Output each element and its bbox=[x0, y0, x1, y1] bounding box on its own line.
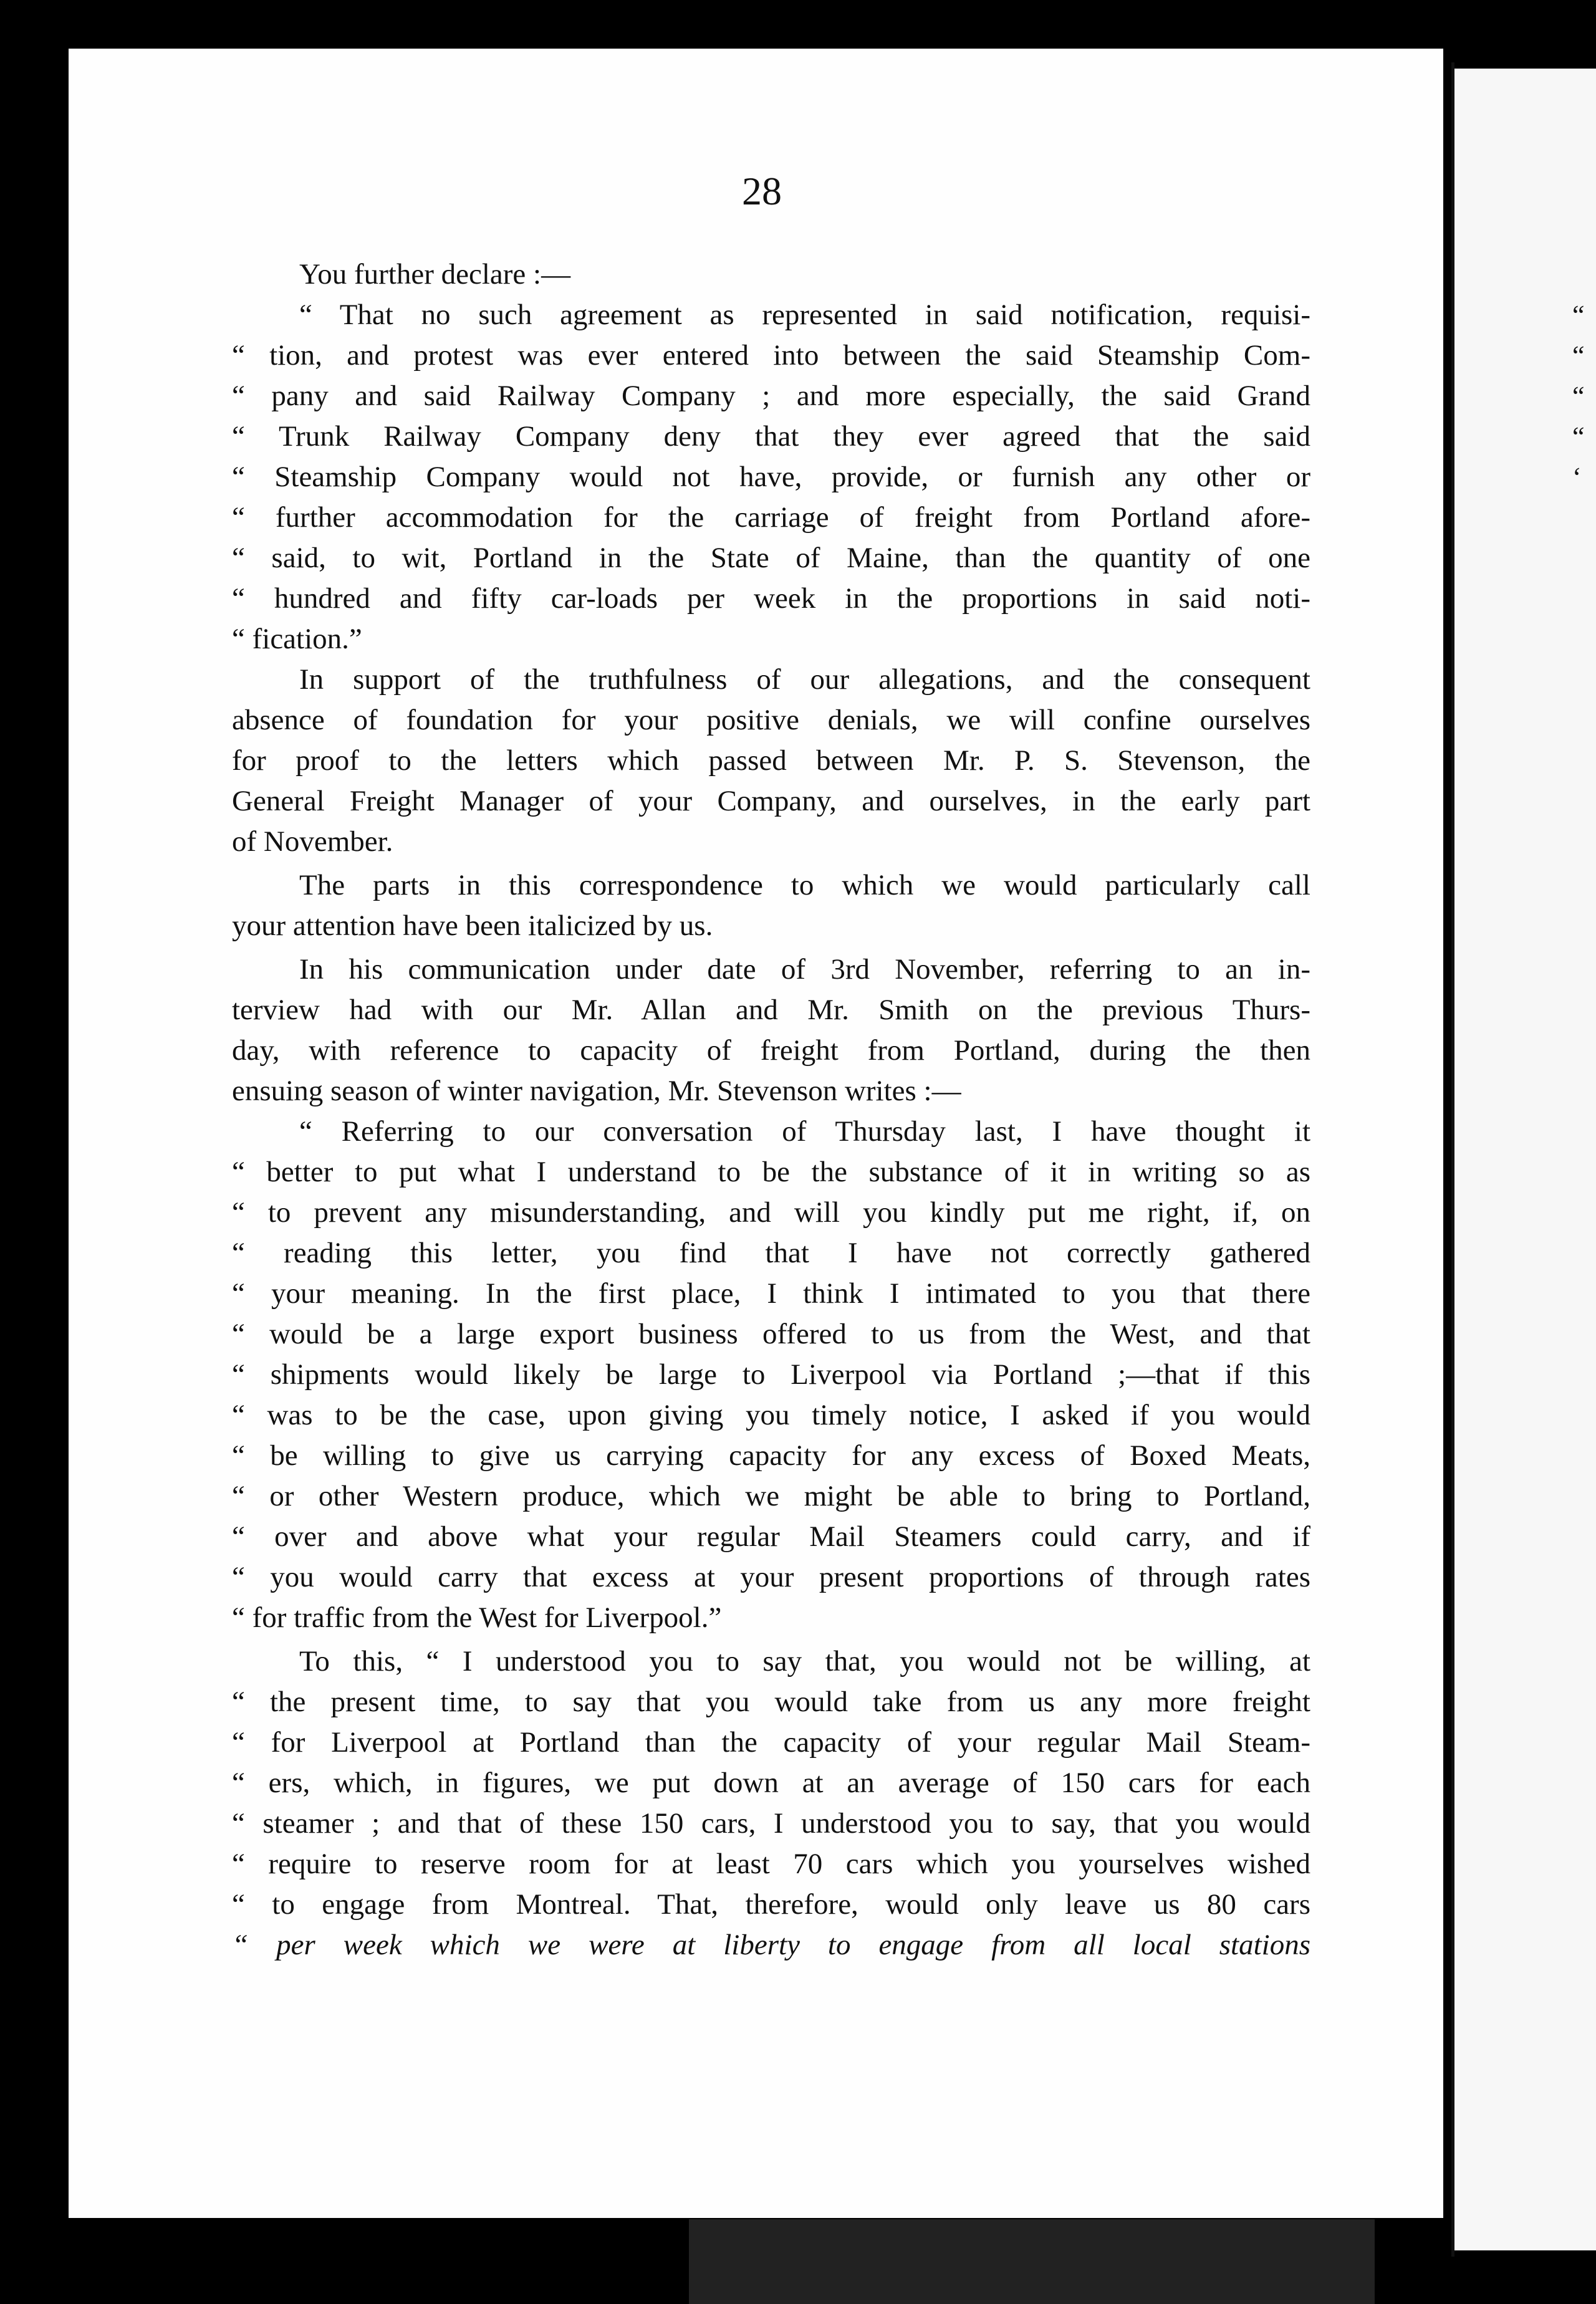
text-line: The parts in this correspondence to which we would particularly call bbox=[299, 869, 1310, 901]
text-line: “ be willing to give us carrying capacity for any excess of Boxed Meats, bbox=[232, 1439, 1310, 1472]
text-line: for proof to the letters which passed between Mr. P. S. Stevenson, the bbox=[232, 744, 1310, 777]
text-line: “ require to reserve room for at least 70 cars which you yourselves wished bbox=[232, 1848, 1310, 1880]
text-line: “ Steamship Company would not have, provide, or furnish any other or bbox=[232, 461, 1310, 493]
facing-page-quote-mark: “ bbox=[1572, 381, 1585, 411]
text-line: “ reading this letter, you find that I have not correctly gathered bbox=[232, 1237, 1310, 1269]
text-line: You further declare :— bbox=[299, 258, 571, 290]
text-line: “ further accommodation for the carriage of freight from Portland afore- bbox=[232, 501, 1310, 534]
text-line: of November. bbox=[232, 825, 393, 858]
text-line: “ over and above what your regular Mail Steamers could carry, and if bbox=[232, 1520, 1310, 1553]
page-number: 28 bbox=[742, 169, 782, 213]
text-line: “ tion, and protest was ever entered into between the said Steamship Com- bbox=[232, 339, 1310, 372]
text-line: In his communication under date of 3rd November, referring to an in- bbox=[299, 953, 1310, 986]
text-line: “ Referring to our conversation of Thursday last, I have thought it bbox=[299, 1115, 1310, 1148]
text-line: “ your meaning. In the first place, I think I intimated to you that there bbox=[232, 1277, 1310, 1310]
facing-page-quote-mark: “ bbox=[1572, 421, 1585, 452]
text-line: “ would be a large export business offered to us from the West, and that bbox=[232, 1318, 1310, 1350]
text-line: your attention have been italicized by us. bbox=[232, 910, 713, 942]
text-line: “ said, to wit, Portland in the State of Maine, than the quantity of one bbox=[232, 542, 1310, 574]
text-line: “ the present time, to say that you would take from us any more freight bbox=[232, 1686, 1310, 1718]
text-line: General Freight Manager of your Company, and ourselves, in the early part bbox=[232, 785, 1310, 817]
text-line: “ better to put what I understand to be the substance of it in writing so as bbox=[232, 1156, 1310, 1188]
facing-page-quote-mark: “ bbox=[1572, 340, 1585, 371]
text-line: “ was to be the case, upon giving you timely notice, I asked if you would bbox=[232, 1399, 1310, 1431]
text-line: “ for Liverpool at Portland than the capacity of your regular Mail Steam- bbox=[232, 1726, 1310, 1759]
text-line: “ shipments would likely be large to Liverpool via Portland ;—that if this bbox=[232, 1358, 1310, 1391]
text-line: “ pany and said Railway Company ; and more especially, the said Grand bbox=[232, 380, 1310, 412]
text-line: “ per week which we were at liberty to engage from all local stations bbox=[232, 1929, 1310, 1961]
text-line: absence of foundation for your positive denials, we will confine ourselves bbox=[232, 704, 1310, 736]
text-line: “ That no such agreement as represented in said notification, requisi- bbox=[299, 299, 1310, 331]
facing-page-quote-mark: “ bbox=[1572, 300, 1585, 330]
text-line: “ for traffic from the West for Liverpool.” bbox=[232, 1601, 722, 1634]
text-line: “ fication.” bbox=[232, 623, 362, 655]
text-line: “ ers, which, in figures, we put down at an average of 150 cars for each bbox=[232, 1767, 1310, 1799]
text-line: terview had with our Mr. Allan and Mr. Smith on the previous Thurs- bbox=[232, 994, 1310, 1026]
text-line: “ you would carry that excess at your present proportions of through rates bbox=[232, 1561, 1310, 1593]
text-line: day, with reference to capacity of freight from Portland, during the then bbox=[232, 1034, 1310, 1067]
facing-page-quote-mark: ‘ bbox=[1572, 462, 1582, 492]
text-line: “ to prevent any misunderstanding, and will you kindly put me right, if, on bbox=[232, 1196, 1310, 1229]
text-line: ensuing season of winter navigation, Mr. Stevenson writes :— bbox=[232, 1075, 961, 1107]
text-line: “ to engage from Montreal. That, therefore, would only leave us 80 cars bbox=[232, 1888, 1310, 1921]
text-line: “ steamer ; and that of these 150 cars, I understood you to say, that you would bbox=[232, 1807, 1310, 1840]
text-line: In support of the truthfulness of our allegations, and the consequent bbox=[299, 663, 1310, 696]
text-line: “ or other Western produce, which we might be able to bring to Portland, bbox=[232, 1480, 1310, 1512]
text-line: “ Trunk Railway Company deny that they ever agreed that the said bbox=[232, 420, 1310, 453]
text-line: “ hundred and fifty car-loads per week in the proportions in said noti- bbox=[232, 582, 1310, 615]
text-line: To this, “ I understood you to say that, you would not be willing, at bbox=[299, 1645, 1310, 1678]
